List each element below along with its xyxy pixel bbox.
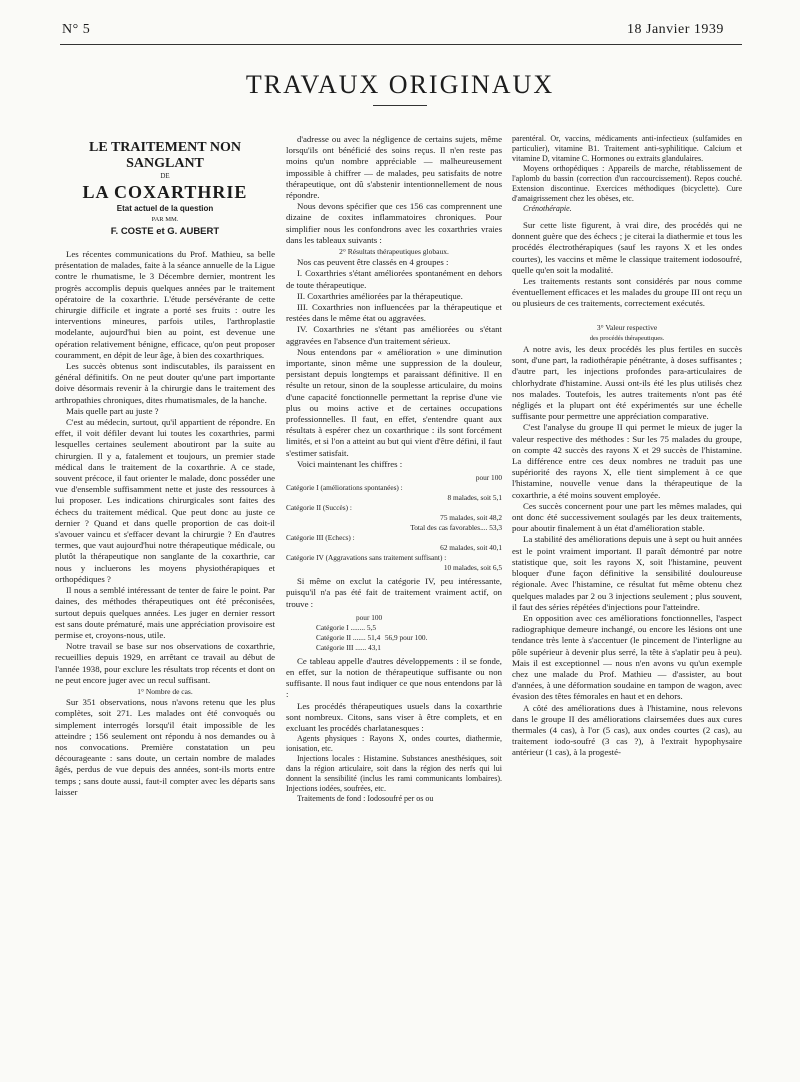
table-row-label: Catégorie IV (Aggravations sans traitement suffisant) : [286, 553, 447, 563]
group-item: I. Coxarthries s'étant améliorées spontanément en dehors de toute thérapeutique. [286, 268, 502, 290]
table-row-label: Catégorie II (Succès) : [286, 503, 352, 513]
paragraph: Mais quelle part au juste ? [66, 405, 159, 416]
paragraph: Moyens orthopédiques : Appareils de marche, rétablissement de l'aplomb du bassin (correction d'un raccourcissement). Repos couché. Extension discontinue. Exercices méthodiques (bicyclette). Cure d'amaigrissement chez les obèses, etc. [512, 164, 742, 203]
paragraph: Nous entendons par « amélioration » une diminution importante, sinon même une suppression de la douleur, persistant depuis longtemps et paraissant définitive. Il en résulte un retour, sinon de la souplesse articulaire, du moins d'une capacité fonctionnelle permettant la reprise d'une vie plus ou moins active et de certaines occupations professionnelles. Il faut, en effet, s'entendre quant aux résultats à espérer chez un coxarthrique : ils sont forcément limités, et si l'on a atteint au but qui vient d'être défini, il faut s'estimer satisfait. [286, 346, 502, 458]
column-1 [55, 134, 275, 1074]
section-title: TRAVAUX ORIGINAUX [245, 70, 555, 99]
column-2 [286, 134, 502, 1074]
paragraph: Les traitements restants sont considérés par nous comme éventuellement efficaces et les malades du groupe III ont reçu un ou plusieurs de ces traitements, correctement exécutés. [512, 276, 742, 309]
table-unit: pour 100 [475, 473, 502, 483]
table-row-label: Catégorie I (améliorations spontanées) : [286, 483, 403, 493]
paragraph: C'est l'analyse du groupe II qui permet le mieux de juger la valeur respective des méthodes : Sur les 75 malades du groupe, on compte 42 succès des rayons X et 29 succès de l'histamine. La différence entre ces deux nombres ne traduit pas une supériorité des rayons X, elle tient simplement à ce que l'histamine, nouvelle venue dans la thérapeutique de la coxarthrie, a été moins souvent employée. [512, 422, 742, 500]
section-heading: 1° Nombre de cas. [137, 686, 193, 696]
table-row: Catégorie III ...... 43,1 [316, 642, 381, 652]
paragraph: Les succès obtenus sont indiscutables, ils paraissent en général définitifs. On ne peut douter qu'une part importante doive désormais revenir à la chirurgie dans le traitement des arthropathies chroniques, dites rhumatismales, de la hanche. [55, 361, 275, 405]
section-heading: 3° Valeur respective [596, 322, 658, 332]
paragraph: Si même on exclut la catégorie IV, peu intéressante, puisqu'il n'a pas été fait de traitement vraiment actif, on trouve : [286, 576, 502, 609]
section-heading: des procédés thérapeutiques. [589, 334, 665, 342]
title-rule [373, 105, 427, 106]
table-sum: 56,9 pour 100. [384, 632, 428, 642]
results-table-2 [286, 613, 502, 653]
paragraph: C'est au médecin, surtout, qu'il appartient de répondre. En effet, il voit défiler devant lui toutes les coxarthries, parmi lesquelles certaines seulement aboutiront par la suite au chirurgien. Il y a, fatalement et toujours, un premier stade médical dans le traitement de la coxarthrie. A ce stade, souvent précoce, il faut orienter le malade, donc posséder une vue d'ensemble suffisamment nette et juste des ressources à lui proposer. Les indications chirurgicales sont faites des échecs du traitement médical. Que peut donc au juste ce dernier ? Quand et dans quelle proportion de cas doit-il s'avouer vaincu et s'effacer devant la chirurgie ? En d'autres termes, que vaut aujourd'hui notre thérapeutique médicale, ou plutôt la thérapeutique non sanglante de la coxarthrie, car nous y incluerons les moyens physiothérapiques et orthopédiques ? [55, 417, 275, 584]
article-title-line1: LE TRAITEMENT NON SANGLANT [89, 140, 241, 171]
paragraph: Sur 351 observations, nous n'avons retenu que les plus complètes, soit 271. Les malades ont été convoqués ou simplement interrogés lorsqu'il était impossible de les atteindre ; 156 seulement ont répondu à nos demandes ou à nos convocations. Première constatation un peu décourageante : sans doute, un certain nombre de malades âgés, perdus de vue depuis des années, sont-ils morts entre temps ; sans doute aussi, faut-il compter avec les départs sans laisser [55, 697, 275, 797]
table-total: Total des cas favorables.... 53,3 [410, 523, 502, 533]
table-row: Catégorie II ....... 51,4 [316, 632, 381, 642]
table-unit: pour 100 [356, 612, 383, 622]
table-row: Catégorie I ........ 5,5 [316, 622, 376, 632]
table-row-value: 62 malades, soit 40,1 [440, 543, 502, 553]
header-rule [60, 44, 742, 45]
article-title-line2: LA COXARTHRIE [82, 182, 248, 202]
paragraph: A côté des améliorations dues à l'histamine, nous relevons dans le groupe II des améliorations clairsemées dues aux cures thermales (4 cas), à l'or (5 cas), aux ondes courtes (2 cas), au traitement iodo-soufré (3 cas ?), à l'extrait hypophysaire antérieur (1 cas), à la progesté- [512, 702, 742, 758]
paragraph: Injections locales : Histamine. Substances anesthésiques, soit dans la région articulaire, soit dans la région des nerfs qui lui donnent la sensibilité (inclus les rami communicants lombaires). Injections iodées, soufrées, etc. [286, 754, 502, 794]
paragraph: Sur cette liste figurent, à vrai dire, des procédés qui ne donnent guère que des échecs ; je citerai la diathermie et tous les procédés électrothérapiques (sauf les rayons X et les ondes courtes), les vaccins et même le classique traitement iodosoufré, quelle qu'en soit la modalité. [512, 220, 742, 275]
paragraph: Il nous a semblé intéressant de tenter de faire le point. Par daines, des méthodes thérapeutiques ont été préconisées, surtout depuis quelques années. Les juger en dernier ressort est sans doute prématuré, mais une appréciation provisoire est permise et, croyons-nous, utile. [55, 585, 275, 640]
table-row-value: 10 malades, soit 6,5 [443, 563, 502, 573]
group-item: III. Coxarthries non influencées par la thérapeutique et restées dans le même état ou aggravées. [286, 302, 502, 324]
paragraph: Voici maintenant les chiffres : [297, 458, 403, 469]
article-subtitle: Etat actuel de la question [116, 204, 214, 213]
paragraph: Crénothérapie. [523, 204, 572, 213]
group-item: IV. Coxarthries ne s'étant pas améliorées ou s'étant aggravées en l'absence d'un traitement sérieux. [286, 324, 502, 346]
table-row-value: 8 malades, soit 5,1 [447, 493, 502, 503]
article-par: PAR MM. [151, 216, 179, 223]
paragraph: La stabilité des améliorations depuis une à sept ou huit années est le point vraiment important. Il paraît démontré par notre statistique que, soit les rayons X, soit l'histamine, peuvent bloquer d'une façon définitive la sensibilité douloureuse régionale. Avec l'histamine, ce résultat fut même obtenu chez quelques malades par 2 ou 3 injections seulement ; plus souvent, il faut des séries répétées d'injections pour l'atteindre. [512, 534, 742, 612]
section-heading: 2° Résultats thérapeutiques globaux. [339, 247, 449, 257]
paragraph: Notre travail se base sur nos observations de coxarthrie, recueillies depuis 1929, en arrêtant ce travail au début de l'année 1938, pour exclure les résultats trop récents et dont on ne peut encore juger avec un recul suffisant. [55, 641, 275, 685]
column-3 [512, 134, 742, 1074]
paragraph: Ce tableau appelle d'autres développements : il se fonde, en effet, sur la notion de thérapeutique suffisante ou non suffisante. Il nous faut indiquer ce que nous entendons par là : [286, 655, 502, 700]
paragraph: Les récentes communications du Prof. Mathieu, sa belle présentation de malades, faite à la séance annuelle de la Ligue contre le rhumatisme, le 3 Décembre dernier, montrent les progrès accomplis depuis quelques années par le traitement opératoire de la coxarthrie. L'étude persévérante de cette chirurgie difficile et ingrate a porté ses fruits : outre les interventions mineures, parfois utiles, l'arthroplastie modelante, aujourd'hui bien au point, est devenue une opération relativement bénigne, efficace, qu'on peut proposer couramment, en dépit de leur âge, à bien des coxarthriques. [55, 249, 275, 360]
results-table [286, 473, 502, 573]
table-row-label: Catégorie III (Echecs) : [286, 533, 355, 543]
paragraph: Traitements de fond : Iodosoufré per os ou [297, 794, 434, 804]
paragraph: A notre avis, les deux procédés les plus fertiles en succès sont, d'une part, la radiothérapie pénétrante, à doses suffisantes ; d'autre part, les injections profondes para-articulaires de chlorhydrate d'histamine. Aussi ont-ils été les plus utilisés chez nos malades. Toutefois, les autres traitements n'ont pas été négligés et la plupart ont été expérimentés sur une échelle suffisante pour permettre une appréciation comparative. [512, 344, 742, 422]
table-row-value: 75 malades, soit 48,2 [440, 513, 502, 523]
paragraph: Les procédés thérapeutiques usuels dans la coxarthrie sont nombreux. Citons, sans viser à être complets, et en excluant les procédés charlatanesques : [286, 700, 502, 733]
issue-number: N° 5 [62, 22, 91, 37]
group-item: II. Coxarthries améliorées par la thérapeutique. [297, 290, 463, 301]
issue-date: 18 Janvier 1939 [627, 22, 724, 37]
paragraph: parentéral. Or, vaccins, médicaments anti-infectieux (sulfamides en particulier), vitamine B1. Traitement anti-syphilitique. Calcium et vitamine D, vitamine C. Hormones ou extraits glandulaires. [512, 134, 742, 163]
paragraph: Ces succès concernent pour une part les mêmes malades, qui ont donc été successivement soulagés par les deux traitements, pour aboutir finalement à un état d'amélioration stable. [512, 500, 742, 534]
paragraph: Agents physiques : Rayons X, ondes courtes, diathermie, ionisation, etc. [286, 734, 502, 754]
paragraph: En opposition avec ces améliorations fonctionnelles, l'aspect radiographique demeure inchangé, ou encore les lésions ont une tendance très lente à s'accentuer (le pincement de l'interligne au pôle supérieur à devenir plus serré, la tête à s'aplatir peu à peu). Mais il est exceptionnel — nous n'en avons vu qu'un exemple chez une malade du Prof. Mathieu — d'assister, au bout d'années, à une déformation soudaine en tampon de wagon, avec évasion des têtes fémorales en haut et en dehors. [512, 612, 742, 702]
article-authors: F. COSTE et G. AUBERT [110, 226, 220, 237]
paragraph: Nos cas peuvent être classés en 4 groupes : [297, 257, 449, 268]
paragraph: Nous devons spécifier que ces 156 cas comprennent une dizaine de coxites inflammatoires chroniques. Pour simplifier nous les confondrons avec les coxarthries vraies dans les tableaux suivants : [286, 201, 502, 245]
paragraph: d'adresse ou avec la négligence de certains sujets, même lorsqu'ils ont bénéficié des soins reçus. Il n'en reste pas moins qu'un nombre appréciable — malheureusement impossible à chiffrer — de malades, peu satisfaits de notre thérapeutique, ont dû s'abstenir intentionnellement de nous répondre. [286, 134, 502, 201]
article-title-de: DE [160, 172, 170, 180]
